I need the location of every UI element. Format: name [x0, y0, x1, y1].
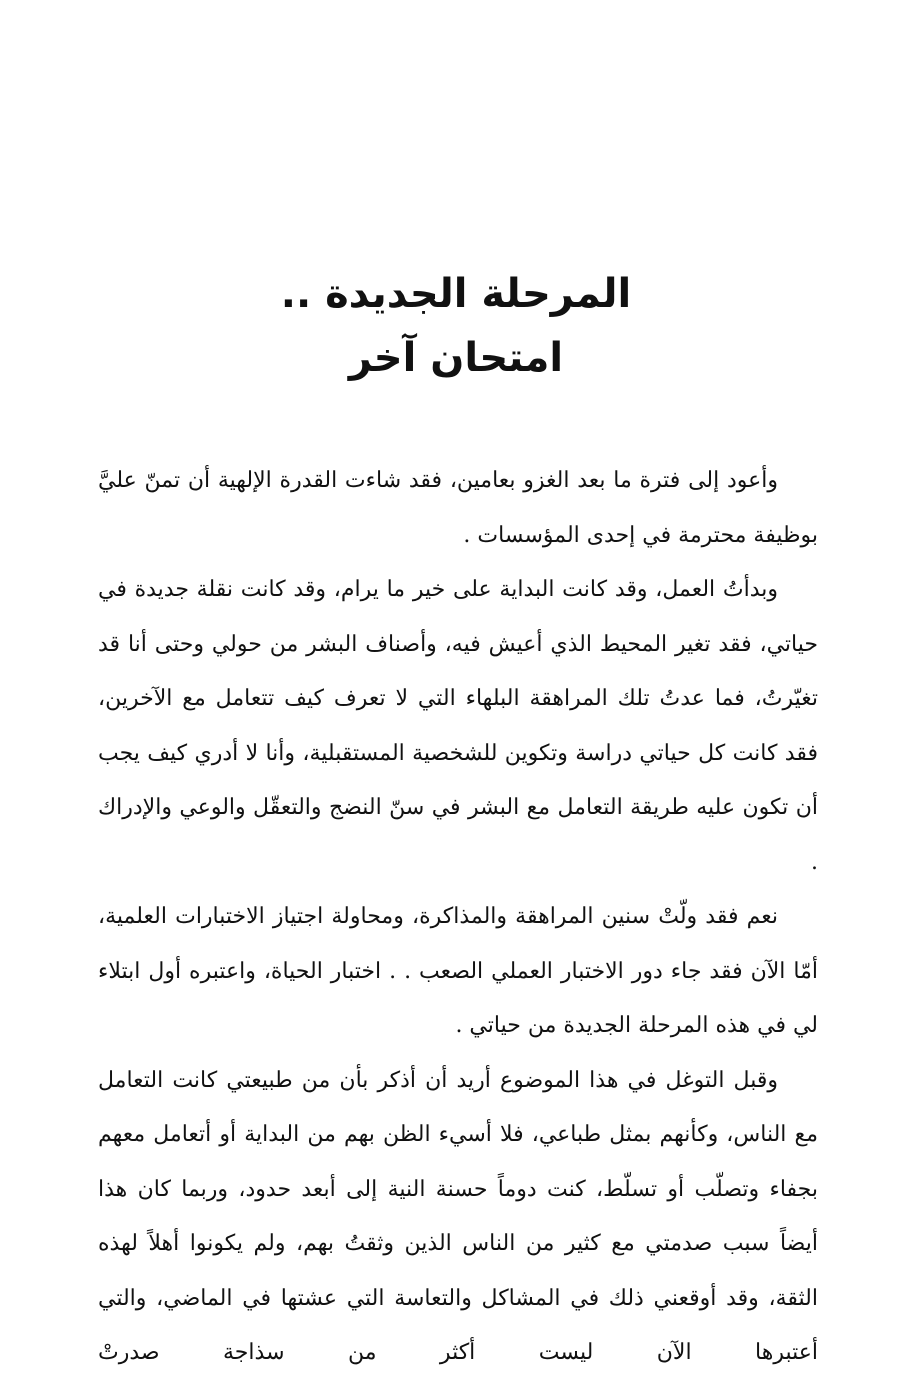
- chapter-title-line-1: المرحلة الجديدة ..: [280, 271, 632, 317]
- paragraph-4: وقبل التوغل في هذا الموضوع أريد أن أذكر بأن من طبيعتي كانت التعامل مع الناس، وكأنهم بمثل طباعي، فلا أسيء الظن بهم من البداية أو أتعامل معهم بجفاء وتصلّب أو تسلّط، كنت دوماً حسنة النية إلى أبعد حدود، وربما كان هذا أيضاً سبب صدمتي مع كثير من الناس الذين وثقتُ بهم، ولم يكونوا أهلاً لهذه الثقة، وقد أوقعني ذلك في المشاكل والتعاسة التي عشتها في الماضي، والتي أعتبرها الآن ليست أكثر من سذاجة صدرتْ: [98, 1067, 818, 1365]
- paragraph-3: نعم فقد ولّتْ سنين المراهقة والمذاكرة، ومحاولة اجتياز الاختبارات العلمية، أمّا الآن فقد جاء دور الاختبار العملي الصعب . . اختبار الحياة، واعتبره أول ابتلاء لي في هذه المرحلة الجديدة من حياتي .: [98, 904, 818, 1038]
- paragraph-2: وبدأتُ العمل، وقد كانت البداية على خير ما يرام، وقد كانت نقلة جديدة في حياتي، فقد تغير المحيط الذي أعيش فيه، وأصناف البشر من حولي وحتى أنا قد تغيّرتُ، فما عدتُ تلك المراهقة البلهاء التي لا تعرف كيف تتعامل مع الآخرين، فقد كانت كل حياتي دراسة وتكوين للشخصية المستقبلية، وأنا لا أدري كيف يجب أن تكون عليه طريقة التعامل مع البشر في سنّ النضج والتعقّل والوعي والإدراك .: [98, 577, 818, 875]
- body-text: [98, 454, 818, 1381]
- chapter-title-line-2: امتحان آخر: [348, 335, 564, 381]
- chapter-title: [0, 262, 912, 390]
- paragraph-1: وأعود إلى فترة ما بعد الغزو بعامين، فقد شاءت القدرة الإلهية أن تمنّ عليَّ بوظيفة محترمة في إحدى المؤسسات .: [98, 468, 818, 548]
